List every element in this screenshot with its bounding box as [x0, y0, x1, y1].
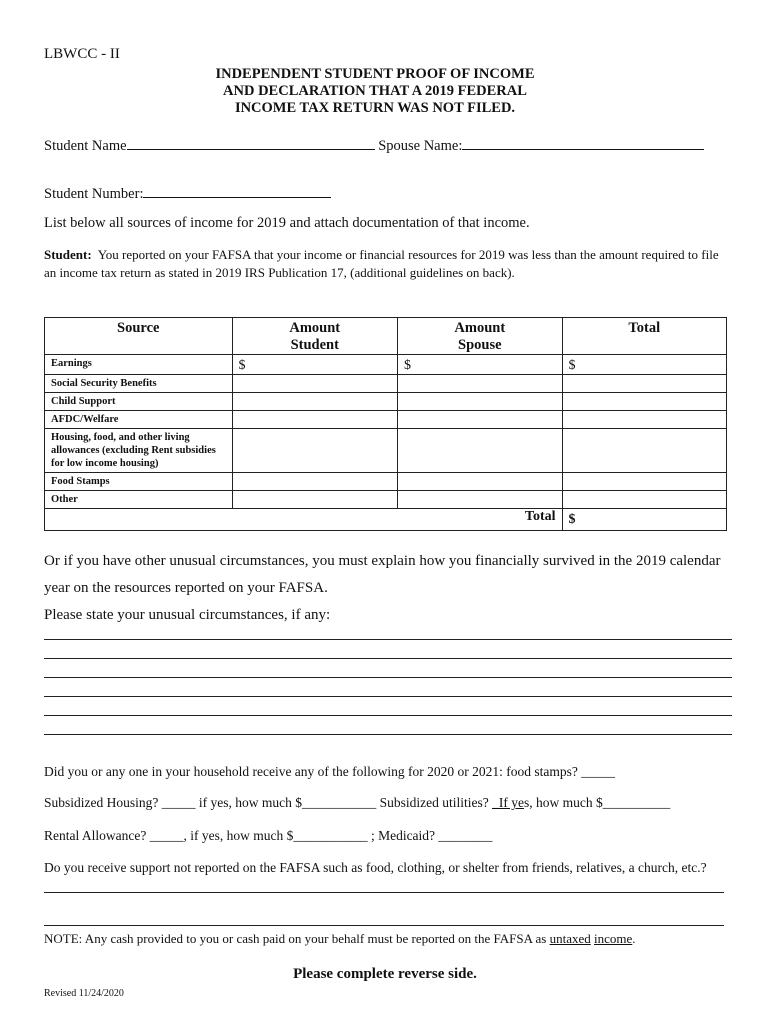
header-source: Source — [45, 318, 233, 355]
housing-total-cell[interactable] — [562, 429, 726, 473]
subsidized-utilities-if-yes: _If ye — [492, 795, 524, 810]
subsidized-utilities-how-much: s, how much $__________ — [523, 795, 671, 810]
answer-line-2[interactable] — [44, 658, 732, 659]
note-income: income — [594, 931, 633, 946]
social-security-student-cell[interactable] — [232, 375, 398, 393]
circumstances-line-1: Or if you have other unusual circumstances, you must explain how you financially survived in the 2019 calendar — [44, 553, 721, 569]
spouse-name-label: Spouse Name: — [378, 138, 463, 154]
page-title — [150, 66, 600, 117]
earnings-spouse-cell[interactable]: $ — [398, 355, 563, 375]
income-table — [44, 317, 727, 531]
answer-line-6[interactable] — [44, 734, 732, 735]
housing-spouse-cell[interactable] — [398, 429, 563, 473]
header-amount-student: Amount Student — [232, 318, 398, 355]
title-line-3: INCOME TAX RETURN WAS NOT FILED. — [234, 100, 516, 116]
earnings-total-cell[interactable]: $ — [562, 355, 726, 375]
source-afdc-welfare: AFDC/Welfare — [45, 411, 233, 429]
afdc-total-cell[interactable] — [562, 411, 726, 429]
total-row-blank — [232, 509, 398, 531]
answer-line-4[interactable] — [44, 696, 732, 697]
afdc-student-cell[interactable] — [232, 411, 398, 429]
source-social-security: Social Security Benefits — [45, 375, 233, 393]
food-stamps-student-cell[interactable] — [232, 473, 398, 491]
social-security-spouse-cell[interactable] — [398, 375, 563, 393]
table-row — [45, 355, 727, 375]
afdc-spouse-cell[interactable] — [398, 411, 563, 429]
note-text: NOTE: Any cash provided to you or cash paid on your behalf must be reported on the FAFSA as — [44, 931, 550, 946]
earnings-student-cell[interactable]: $ — [232, 355, 398, 375]
student-number-field[interactable] — [143, 185, 331, 198]
table-row — [45, 491, 727, 509]
question-support: Do you receive support not reported on the FAFSA such as food, clothing, or shelter from friends, relatives, a church, etc.? — [44, 860, 707, 875]
source-housing: Housing, food, and other living allowances (excluding Rent subsidies for low income housing) — [45, 429, 233, 473]
source-food-stamps: Food Stamps — [45, 473, 233, 491]
student-name-label: Student Name — [44, 138, 127, 154]
student-label: Student: — [44, 247, 92, 262]
other-total-cell[interactable] — [562, 491, 726, 509]
other-student-cell[interactable] — [232, 491, 398, 509]
table-row — [45, 375, 727, 393]
child-support-student-cell[interactable] — [232, 393, 398, 411]
total-row-blank — [45, 509, 233, 531]
table-row — [45, 429, 727, 473]
support-answer-line-1[interactable] — [44, 892, 724, 893]
subsidized-housing-text: Subsidized Housing? _____ if yes, how much $___________ Subsidized utilities? — [44, 795, 493, 810]
food-stamps-total-cell[interactable] — [562, 473, 726, 491]
grand-total-cell[interactable]: $ — [562, 509, 726, 531]
question-subsidized — [44, 795, 670, 811]
table-row — [45, 393, 727, 411]
revised-date: Revised 11/24/2020 — [44, 988, 124, 999]
housing-student-cell[interactable] — [232, 429, 398, 473]
total-row — [45, 509, 727, 531]
student-number-row — [44, 185, 331, 203]
question-rental-medicaid: Rental Allowance? _____, if yes, how much $___________ ; Medicaid? ________ — [44, 828, 493, 843]
circumstances-line-2: year on the resources reported on your FAFSA. — [44, 580, 328, 596]
support-answer-line-2[interactable] — [44, 925, 724, 926]
source-earnings: Earnings — [45, 355, 233, 375]
list-sources-instruction: List below all sources of income for 2019 and attach documentation of that income. — [44, 215, 530, 231]
source-other: Other — [45, 491, 233, 509]
food-stamps-spouse-cell[interactable] — [398, 473, 563, 491]
name-row — [44, 137, 704, 155]
question-food-stamps: Did you or any one in your household receive any of the following for 2020 or 2021: food stamps? _____ — [44, 764, 616, 779]
note-untaxed: untaxed — [549, 931, 591, 946]
form-code: LBWCC - II — [44, 46, 120, 62]
reverse-side-notice: Please complete reverse side. — [293, 966, 477, 982]
other-spouse-cell[interactable] — [398, 491, 563, 509]
child-support-spouse-cell[interactable] — [398, 393, 563, 411]
answer-line-1[interactable] — [44, 639, 732, 640]
child-support-total-cell[interactable] — [562, 393, 726, 411]
answer-line-5[interactable] — [44, 715, 732, 716]
circumstances-prompt: Please state your unusual circumstances, if any: — [44, 607, 331, 623]
title-line-2: AND DECLARATION THAT A 2019 FEDERAL — [223, 83, 527, 99]
student-instruction — [44, 246, 734, 282]
student-number-label: Student Number: — [44, 186, 144, 202]
source-child-support: Child Support — [45, 393, 233, 411]
answer-line-3[interactable] — [44, 677, 732, 678]
student-name-field[interactable] — [127, 137, 375, 150]
social-security-total-cell[interactable] — [562, 375, 726, 393]
table-row — [45, 473, 727, 491]
total-label: Total — [398, 509, 563, 531]
spouse-name-field[interactable] — [462, 137, 704, 150]
header-amount-spouse: Amount Spouse — [398, 318, 563, 355]
table-row — [45, 411, 727, 429]
title-line-1: INDEPENDENT STUDENT PROOF OF INCOME — [215, 66, 535, 82]
note: NOTE: Any cash provided to you or cash paid on your behalf must be reported on the FAFSA as untaxed income. — [44, 931, 636, 946]
header-total: Total — [562, 318, 726, 355]
student-instruction-text: You reported on your FAFSA that your income or financial resources for 2019 was less than the amount required to file an income tax return as stated in 2019 IRS Publication 17, (additional guidelines on back). — [44, 247, 719, 280]
